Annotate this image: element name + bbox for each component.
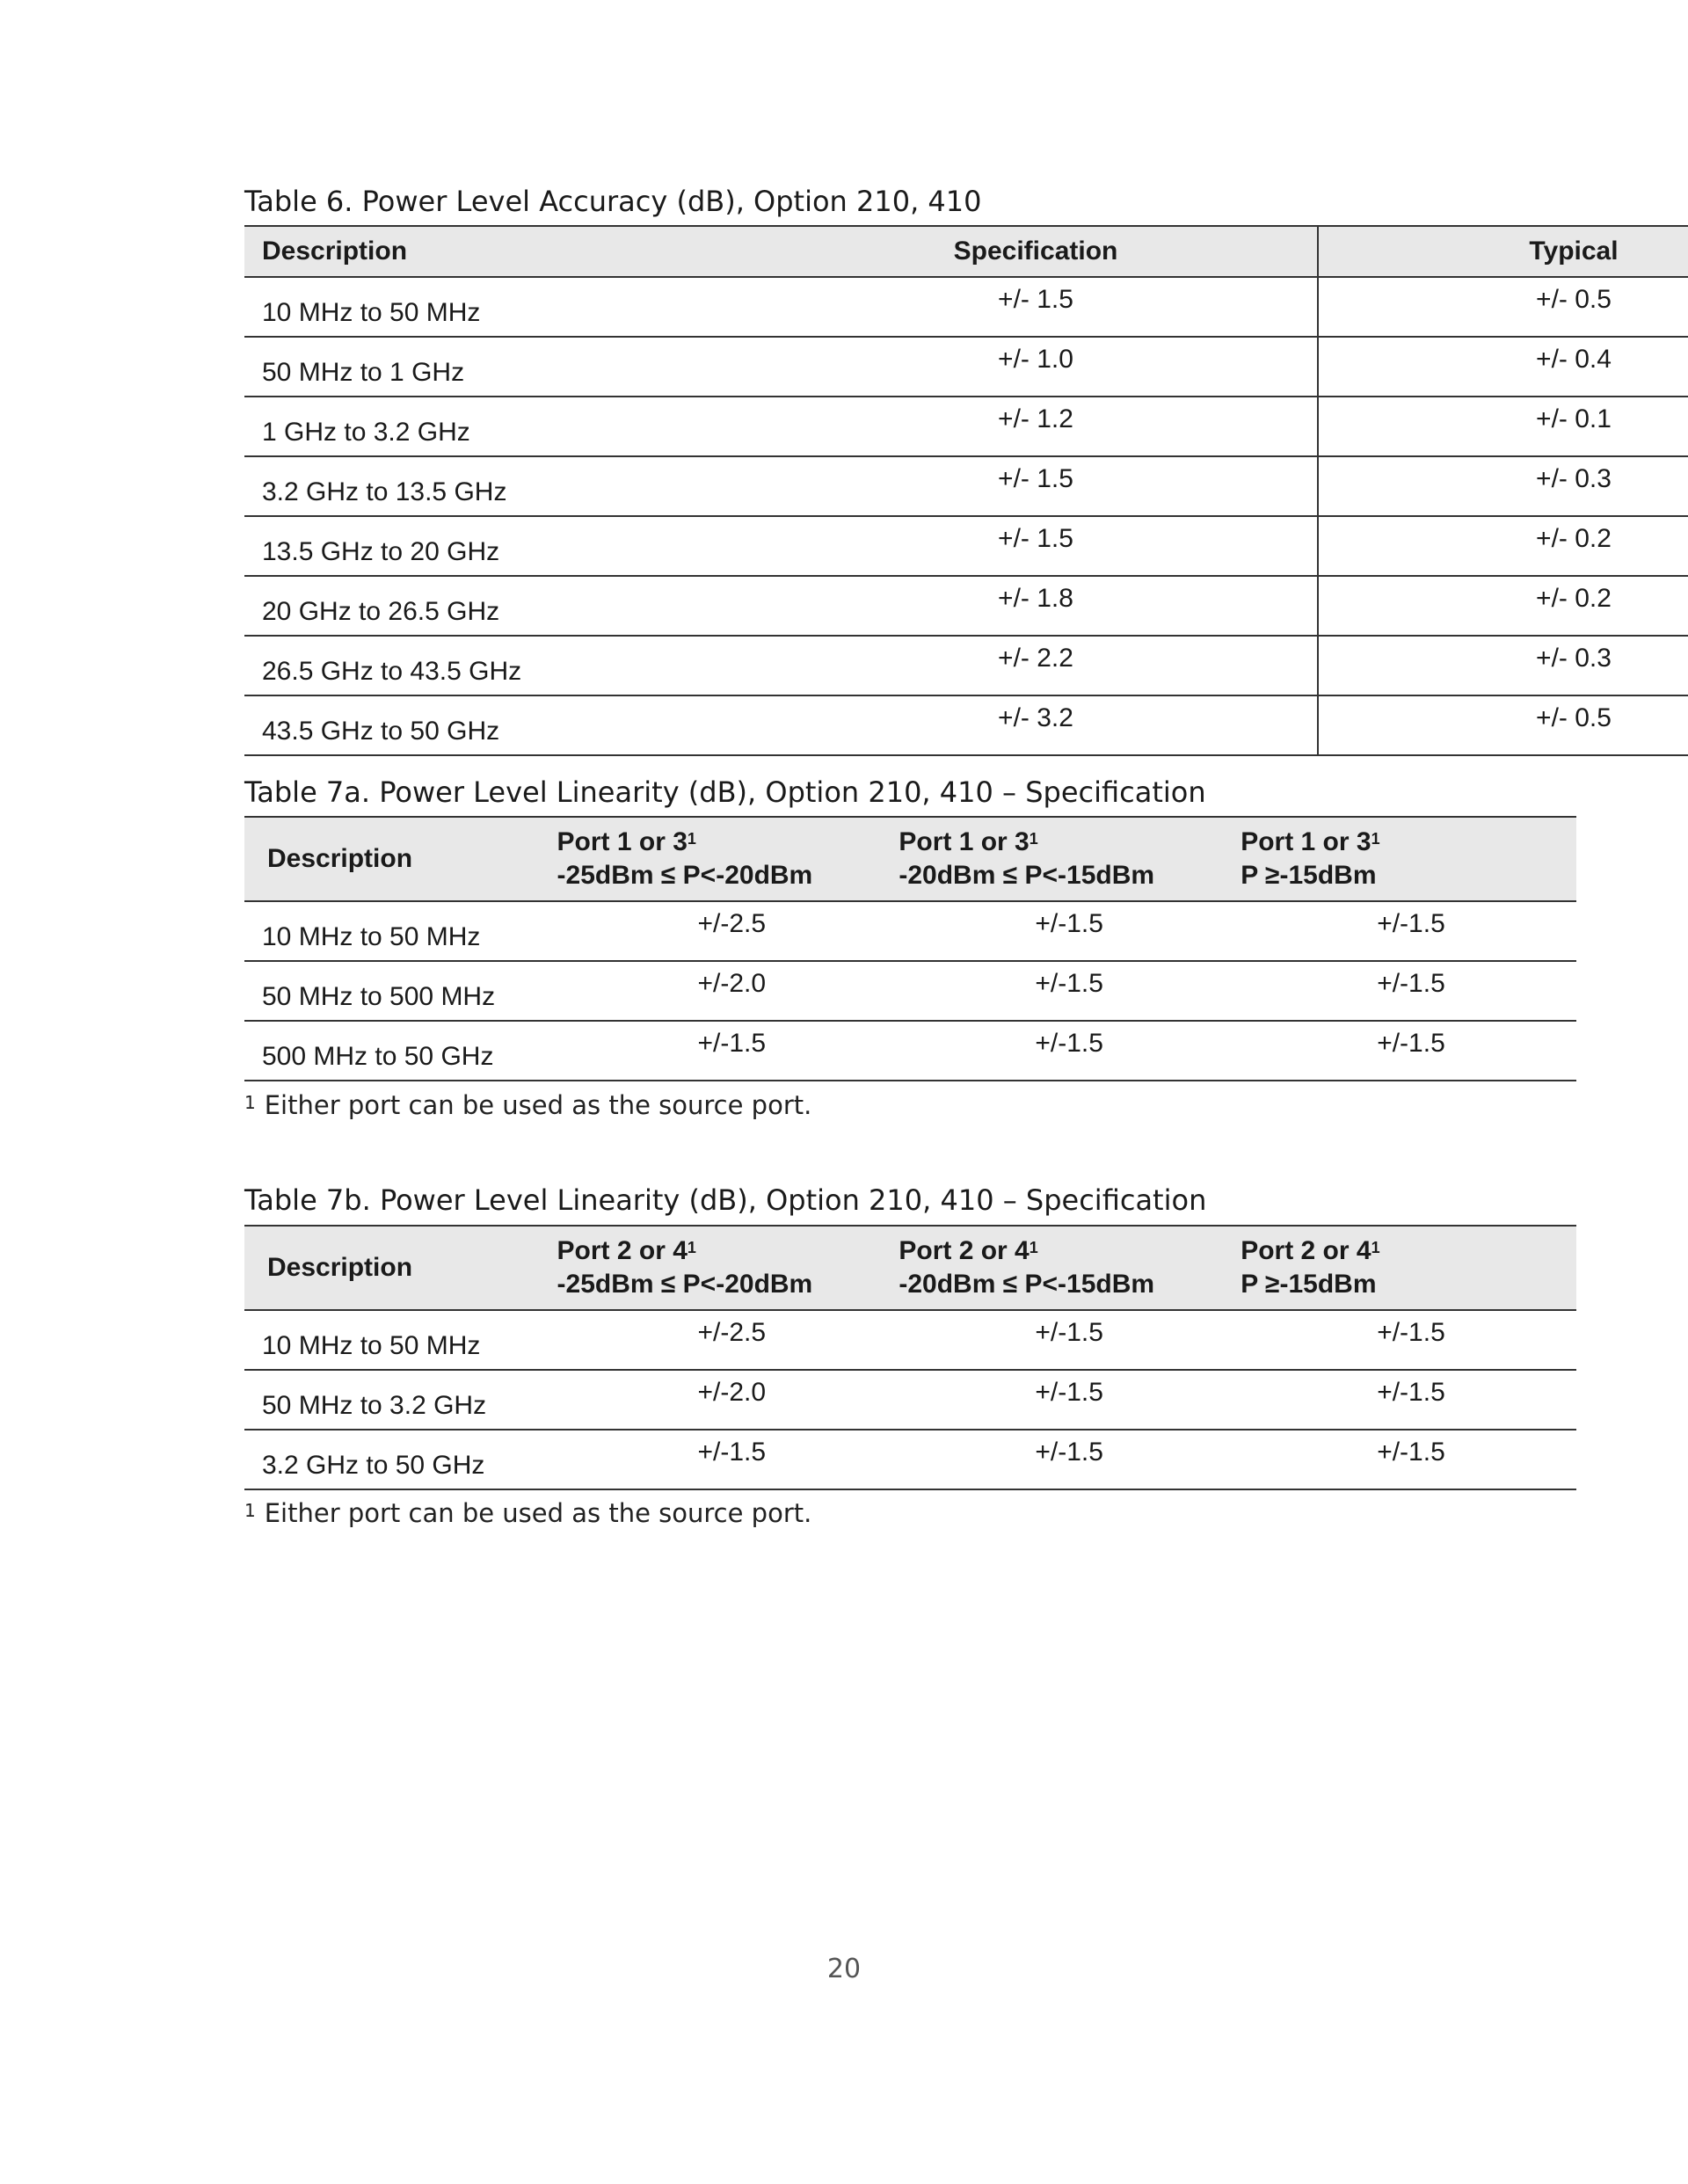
cell-value: +/-1.5 [557,1021,899,1081]
cell-specification: +/- 1.5 [754,456,1318,516]
table-row [244,961,1576,1021]
column-header-specification: Specification [754,226,1318,277]
column-header-port-range-2: Port 1 or $3^1$ -20dBm ≤ P<-15dBm [899,817,1241,901]
table-header-row [244,1226,1576,1310]
power-level-linearity-ports-1-3-table [244,816,1576,1081]
column-header-description: Description [244,1226,557,1310]
power-level-accuracy-table [244,225,1688,756]
cell-specification: +/- 1.0 [754,337,1318,397]
cell-value: +/-2.5 [557,1310,899,1370]
cell-typical: +/- 0.3 [1318,636,1688,695]
cell-value: +/-1.5 [899,1430,1241,1489]
column-header-typical: Typical [1318,226,1688,277]
table-row [244,695,1688,755]
table-header-row [244,817,1576,901]
cell-value: +/-1.5 [899,1021,1241,1081]
footnote-mark: 1 [244,1500,256,1521]
cell-description: 10 MHz to 50 MHz [244,1310,557,1370]
cell-value: +/-1.5 [557,1430,899,1489]
cell-description: 10 MHz to 50 MHz [244,277,754,337]
cell-description: 1 GHz to 3.2 GHz [244,397,754,456]
cell-typical: +/- 0.5 [1318,695,1688,755]
cell-value: +/-1.5 [899,1310,1241,1370]
column-header-port-range-3: Port 2 or $4^1$ P ≥-15dBm [1241,1226,1576,1310]
column-header-description: Description [244,226,754,277]
footnote-mark: 1 [244,1092,256,1113]
cell-value: +/-1.5 [1241,961,1576,1021]
cell-value: +/-1.5 [1241,1021,1576,1081]
cell-specification: +/- 1.8 [754,576,1318,636]
table-row [244,901,1576,961]
cell-description: 50 MHz to 1 GHz [244,337,754,397]
table7a-footnote [244,1090,811,1120]
column-header-description: Description [244,817,557,901]
table-row [244,277,1688,337]
column-header-port-range-1: Port 1 or $3^1$ -25dBm ≤ P<-20dBm [557,817,899,901]
cell-description: 20 GHz to 26.5 GHz [244,576,754,636]
cell-value: +/-1.5 [899,901,1241,961]
table-row [244,516,1688,576]
cell-value: +/-1.5 [1241,901,1576,961]
cell-specification: +/- 2.2 [754,636,1318,695]
cell-typical: +/- 0.1 [1318,397,1688,456]
cell-value: +/-1.5 [899,961,1241,1021]
table-row [244,337,1688,397]
table-row [244,456,1688,516]
cell-specification: +/- 3.2 [754,695,1318,755]
footnote-text: Either port can be used as the source port. [264,1498,812,1528]
cell-description: 26.5 GHz to 43.5 GHz [244,636,754,695]
power-level-linearity-ports-2-4-table [244,1225,1576,1490]
cell-description: 43.5 GHz to 50 GHz [244,695,754,755]
cell-specification: +/- 1.2 [754,397,1318,456]
cell-value: +/-2.5 [557,901,899,961]
cell-specification: +/- 1.5 [754,516,1318,576]
column-header-port-range-1: Port 2 or $4^1$ -25dBm ≤ P<-20dBm [557,1226,899,1310]
table-header-row [244,226,1688,277]
table-row [244,1370,1576,1430]
cell-description: 10 MHz to 50 MHz [244,901,557,961]
footnote-text: Either port can be used as the source port. [264,1090,812,1120]
cell-value: +/-2.0 [557,961,899,1021]
column-header-port-range-3: Port 1 or $3^1$ P ≥-15dBm [1241,817,1576,901]
column-header-port-range-2: Port 2 or $4^1$ -20dBm ≤ P<-15dBm [899,1226,1241,1310]
table-row [244,1430,1576,1489]
cell-specification: +/- 1.5 [754,277,1318,337]
cell-description: 13.5 GHz to 20 GHz [244,516,754,576]
cell-description: 3.2 GHz to 13.5 GHz [244,456,754,516]
table-row [244,576,1688,636]
table7b-caption: Table 7b. Power Level Linearity (dB), Option 210, 410 – Specification [244,1183,1207,1217]
cell-typical: +/- 0.5 [1318,277,1688,337]
cell-typical: +/- 0.2 [1318,576,1688,636]
cell-description: 50 MHz to 3.2 GHz [244,1370,557,1430]
cell-description: 3.2 GHz to 50 GHz [244,1430,557,1489]
table-row [244,636,1688,695]
table-row [244,1021,1576,1081]
cell-value: +/-1.5 [899,1370,1241,1430]
table7b-footnote [244,1498,811,1528]
table-row [244,1310,1576,1370]
table7a-caption: Table 7a. Power Level Linearity (dB), Option 210, 410 – Specification [244,775,1206,809]
table6-caption: Table 6. Power Level Accuracy (dB), Option 210, 410 [244,185,982,218]
page-number: 20 [826,1954,862,1984]
cell-typical: +/- 0.4 [1318,337,1688,397]
cell-description: 50 MHz to 500 MHz [244,961,557,1021]
cell-value: +/-1.5 [1241,1430,1576,1489]
cell-value: +/-1.5 [1241,1310,1576,1370]
cell-value: +/-2.0 [557,1370,899,1430]
table-row [244,397,1688,456]
cell-typical: +/- 0.2 [1318,516,1688,576]
cell-value: +/-1.5 [1241,1370,1576,1430]
cell-typical: +/- 0.3 [1318,456,1688,516]
cell-description: 500 MHz to 50 GHz [244,1021,557,1081]
